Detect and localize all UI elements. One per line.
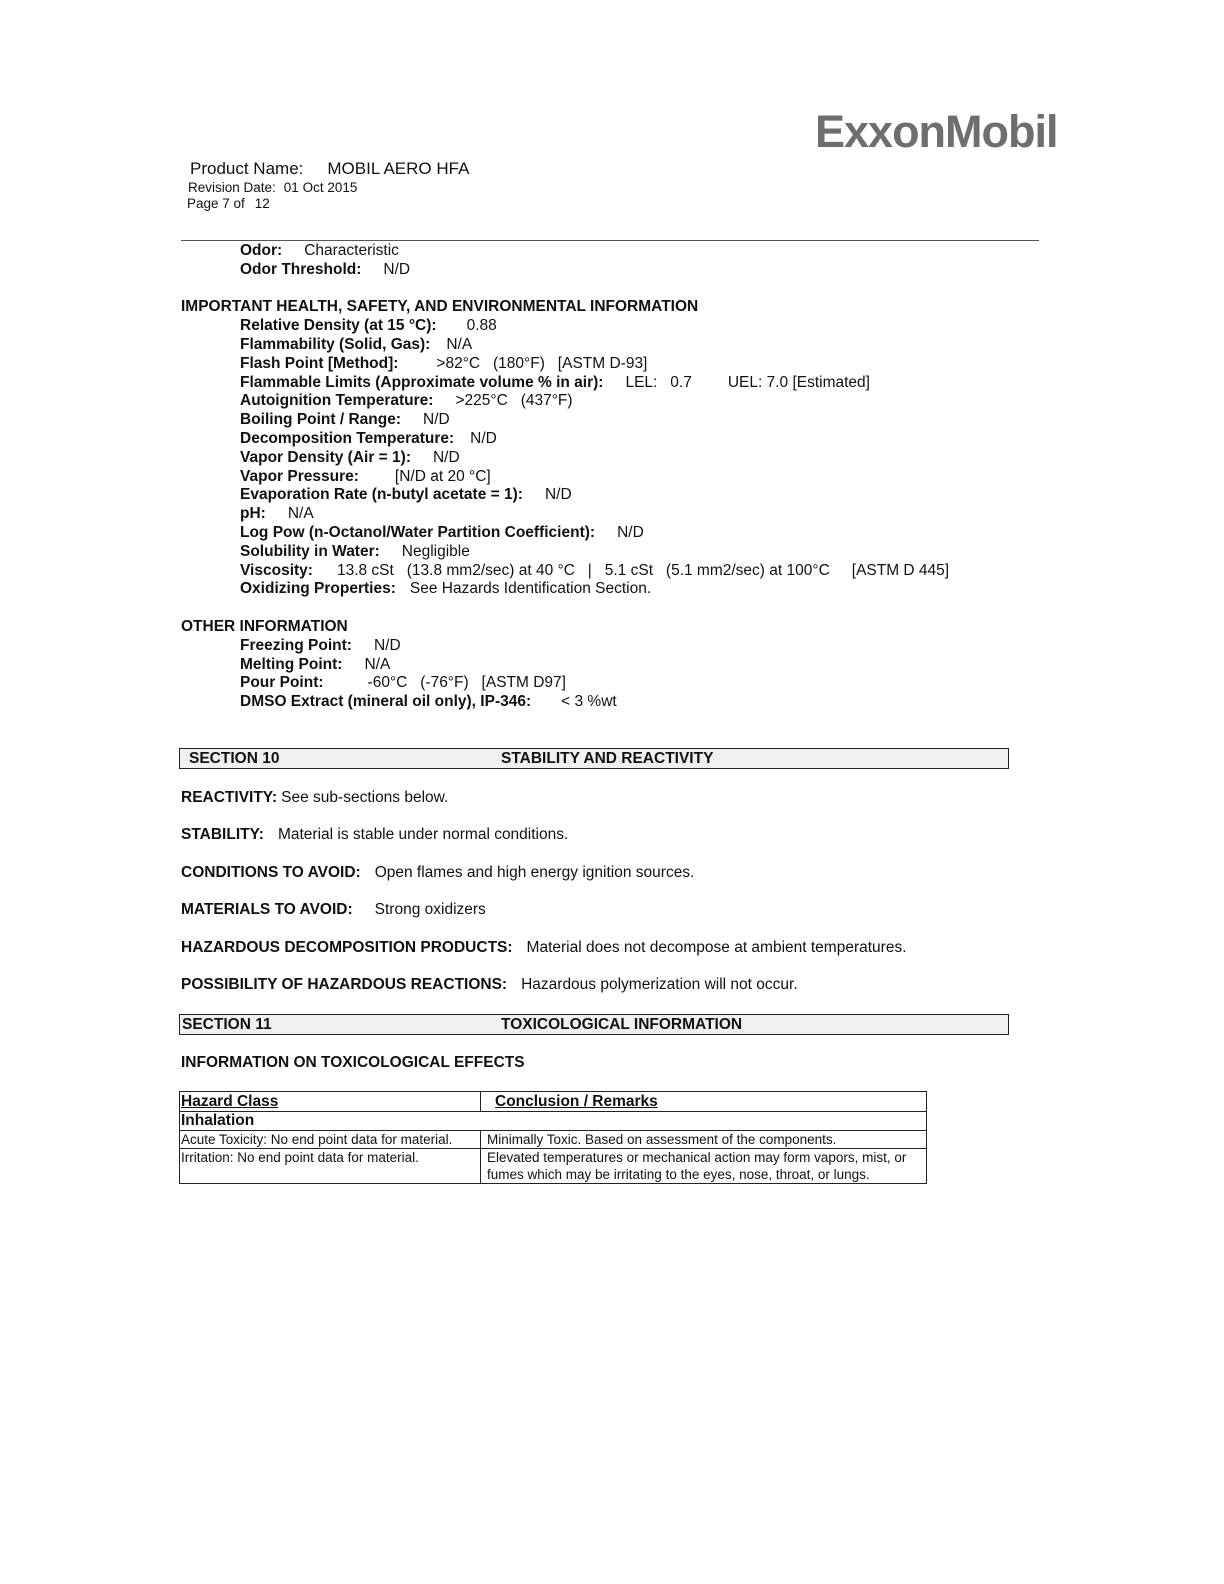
hazardous-decomposition-row: HAZARDOUS DECOMPOSITION PRODUCTS: Material does not decompose at ambient temperatures. <box>181 939 907 956</box>
table-row <box>180 1149 927 1184</box>
page-label: Page 7 of <box>187 196 245 211</box>
table-header-row <box>180 1092 927 1112</box>
vapor-pressure-row: Vapor Pressure: [N/D at 20 °C] <box>240 468 491 485</box>
header-divider <box>181 240 1039 241</box>
revision-date: 01 Oct 2015 <box>283 180 358 195</box>
revision-label: Revision Date: <box>188 180 276 195</box>
decomposition-temp-row: Decomposition Temperature: N/D <box>240 430 497 447</box>
exxonmobil-logo: ExxonMobil <box>815 106 1058 157</box>
oxidizing-row: Oxidizing Properties: See Hazards Identification Section. <box>240 580 652 597</box>
odor-threshold-row <box>240 261 410 279</box>
stability-row: STABILITY: Material is stable under normal conditions. <box>181 826 569 843</box>
hazard-class-header: Hazard Class <box>180 1092 481 1112</box>
remarks-cell: Minimally Toxic. Based on assessment of the components. <box>481 1131 927 1149</box>
flash-point-row: Flash Point [Method]: >82°C (180°F) [ASTM D-93] <box>240 355 648 372</box>
tox-effects-heading: INFORMATION ON TOXICOLOGICAL EFFECTS <box>181 1054 525 1071</box>
page-number-line <box>187 196 270 211</box>
product-name: MOBIL AERO HFA <box>327 159 470 178</box>
relative-density-row: Relative Density (at 15 °C): 0.88 <box>240 317 497 334</box>
vapor-density-row: Vapor Density (Air = 1): N/D <box>240 449 460 466</box>
remarks-cell: Elevated temperatures or mechanical action may form vapors, mist, or fumes which may be irritating to the eyes, nose, throat, or lungs. <box>481 1149 927 1184</box>
boiling-point-row: Boiling Point / Range: N/D <box>240 411 450 428</box>
health-heading: IMPORTANT HEALTH, SAFETY, AND ENVIRONMENTAL INFORMATION <box>181 298 699 315</box>
inhalation-group: Inhalation <box>180 1112 927 1131</box>
table-row <box>180 1131 927 1149</box>
evaporation-rate-row: Evaporation Rate (n-butyl acetate = 1): N/D <box>240 486 572 503</box>
ph-row: pH: N/A <box>240 505 314 522</box>
melting-point-row: Melting Point: N/A <box>240 656 391 673</box>
product-name-line <box>190 159 469 179</box>
conclusion-header: Conclusion / Remarks <box>481 1092 927 1112</box>
odor-row <box>240 242 399 260</box>
autoignition-row: Autoignition Temperature: >225°C (437°F) <box>240 392 573 409</box>
toxicology-table <box>179 1091 927 1184</box>
other-heading: OTHER INFORMATION <box>181 618 348 635</box>
dmso-row: DMSO Extract (mineral oil only), IP-346: < 3 %wt <box>240 693 617 710</box>
pour-point-row: Pour Point: -60°C (-76°F) [ASTM D97] <box>240 674 566 691</box>
table-group-row <box>180 1112 927 1131</box>
viscosity-row: Viscosity: 13.8 cSt (13.8 mm2/sec) at 40 °C | 5.1 cSt (5.1 mm2/sec) at 100°C [ASTM D 445] <box>240 562 950 579</box>
freezing-point-row: Freezing Point: N/D <box>240 637 401 654</box>
odor-threshold-value: N/D <box>383 261 411 278</box>
solubility-row: Solubility in Water: Negligible <box>240 543 470 560</box>
materials-to-avoid-row: MATERIALS TO AVOID: Strong oxidizers <box>181 901 486 918</box>
odor-value: Characteristic <box>304 242 399 259</box>
hazard-cell: Irritation: No end point data for material. <box>180 1149 481 1184</box>
section-11-number: SECTION 11 <box>182 1016 272 1033</box>
section-10-bar <box>179 748 1009 769</box>
log-pow-row: Log Pow (n-Octanol/Water Partition Coefficient): N/D <box>240 524 644 541</box>
odor-threshold-label: Odor Threshold: <box>240 261 362 278</box>
reactivity-row: REACTIVITY: See sub-sections below. <box>181 789 449 806</box>
hazardous-reactions-row: POSSIBILITY OF HAZARDOUS REACTIONS: Hazardous polymerization will not occur. <box>181 976 798 993</box>
product-label: Product Name: <box>190 159 304 178</box>
section-11-bar <box>179 1014 1009 1035</box>
section-10-title: STABILITY AND REACTIVITY <box>501 750 714 767</box>
page-total: 12 <box>254 196 270 211</box>
flammable-limits-row: Flammable Limits (Approximate volume % in air): LEL: 0.7 UEL: 7.0 [Estimated] <box>240 374 870 391</box>
section-10-number: SECTION 10 <box>189 750 280 767</box>
revision-line <box>188 180 357 195</box>
hazard-cell: Acute Toxicity: No end point data for material. <box>180 1131 481 1149</box>
odor-label: Odor: <box>240 242 283 259</box>
flammability-row: Flammability (Solid, Gas): N/A <box>240 336 473 353</box>
conditions-to-avoid-row: CONDITIONS TO AVOID: Open flames and high energy ignition sources. <box>181 864 695 881</box>
section-11-title: TOXICOLOGICAL INFORMATION <box>501 1016 743 1033</box>
